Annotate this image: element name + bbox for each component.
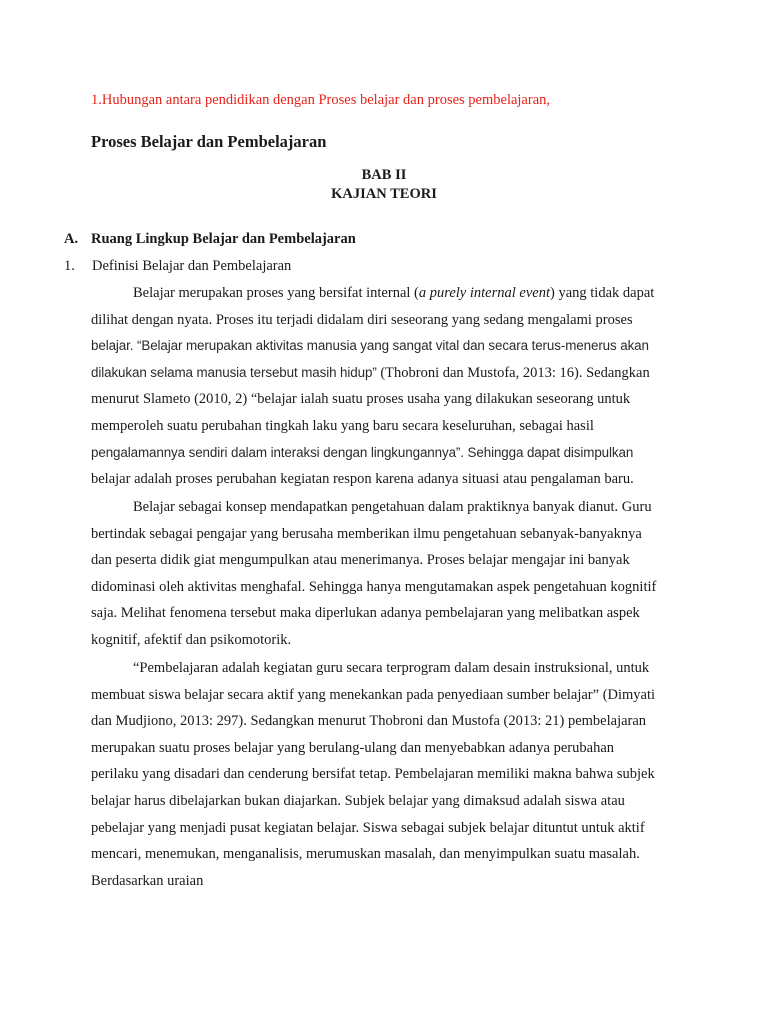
chapter-heading <box>0 166 768 204</box>
paragraph-line: Belajar sebagai konsep mendapatkan pengetahuan dalam praktiknya banyak dianut. Guru <box>133 499 652 515</box>
paragraph-line: memperoleh suatu perubahan tingkah laku yang baru secara keseluruhan, sebagai hasil <box>91 417 594 434</box>
paragraph-line: mencari, menemukan, menganalisis, merumuskan masalah, dan menyimpulkan suatu masalah. <box>91 846 640 863</box>
paragraph-line <box>91 440 691 467</box>
text-run: belajar. <box>91 338 137 354</box>
paragraph-line <box>91 280 691 307</box>
paragraph-3 <box>91 655 691 894</box>
quote-text: dilakukan selama manusia tersebut masih hidup” <box>91 364 377 380</box>
quote-text: pengalamannya sendiri dalam interaksi dengan lingkungannya”. <box>91 444 464 460</box>
subsection-heading <box>64 258 291 275</box>
paragraph-1 <box>91 280 691 493</box>
paragraph-line: pebelajar yang menjadi pusat kegiatan belajar. Siswa sebagai subjek belajar dituntut untuk aktif <box>91 819 645 836</box>
italic-text: a purely internal event <box>418 285 550 301</box>
paragraph-2 <box>91 494 691 654</box>
chapter-number: BAB II <box>361 167 407 183</box>
paragraph-line: dan peserta didik giat mengumpulkan atau menerimanya. Proses belajar mengajar ini banyak <box>91 552 630 569</box>
paragraph-line: bertindak sebagai pengajar yang berusaha memberikan ilmu pengetahuan sebanyak-banyaknya <box>91 525 642 542</box>
paragraph-line: dilihat dengan nyata. Proses itu terjadi didalam diri seseorang yang sedang mengalami proses <box>91 311 633 328</box>
paragraph-line: saja. Melihat fenomena tersebut maka diperlukan adanya pembelajaran yang melibatkan aspek <box>91 605 640 622</box>
paragraph-line <box>91 360 691 387</box>
quote-text: membuat siswa belajar secara aktif yang menekankan pada penyediaan sumber belajar” <box>91 686 600 703</box>
paragraph-line: “Pembelajaran adalah kegiatan guru secara terprogram dalam desain instruksional, untuk <box>133 660 650 676</box>
section-title: Ruang Lingkup Belajar dan Pembelajaran <box>91 231 356 247</box>
paragraph-line: belajar adalah proses perubahan kegiatan respon karena adanya situasi atau pengalaman baru. <box>91 471 634 488</box>
paragraph-line: didominasi oleh aktivitas menghafal. Sehingga hanya mengutamakan aspek pengetahuan kognitif <box>91 578 657 595</box>
paragraph-line <box>91 333 691 360</box>
text-run: (Dimyati <box>599 686 656 703</box>
paragraph-line: belajar harus dibelajarkan bukan diajarkan. Subjek belajar yang dimaksud adalah siswa atau <box>91 792 625 809</box>
paragraph-line: menurut Slameto (2010, 2) “belajar ialah suatu proses usaha yang dilakukan seseorang untuk <box>91 391 631 408</box>
section-heading <box>64 231 356 248</box>
top-note: 1.Hubungan antara pendidikan dengan Proses belajar dan proses pembelajaran, <box>91 92 551 108</box>
paragraph-line: Berdasarkan uraian <box>91 872 204 889</box>
page-title: Proses Belajar dan Pembelajaran <box>91 132 327 151</box>
text-run: (Thobroni dan Mustofa, 2013: 16). Sedangkan <box>376 364 650 381</box>
paragraph-line: kognitif, afektif dan psikomotorik. <box>91 631 292 648</box>
quote-text: “Belajar merupakan aktivitas manusia yang sangat vital dan secara terus-menerus akan <box>137 338 649 354</box>
paragraph-line: dan Mudjiono, 2013: 297). Sedangkan menurut Thobroni dan Mustofa (2013: 21) pembelajaran <box>91 713 647 730</box>
chapter-name: KAJIAN TEORI <box>331 186 437 202</box>
text-run: ) yang tidak dapat <box>550 285 655 301</box>
text-run: Sehingga dapat disimpulkan <box>463 444 634 460</box>
subsection-marker: 1. <box>64 258 75 274</box>
paragraph-line: perilaku yang disadari dan cenderung bersifat tetap. Pembelajaran memiliki makna bahwa subjek <box>91 766 655 783</box>
text-run: Belajar merupakan proses yang bersifat internal ( <box>133 285 419 301</box>
subsection-title: Definisi Belajar dan Pembelajaran <box>92 258 292 274</box>
section-marker: A. <box>64 231 79 247</box>
paragraph-line: merupakan suatu proses belajar yang berulang-ulang dan menyebabkan adanya perubahan <box>91 739 614 756</box>
paragraph-line <box>91 682 691 709</box>
